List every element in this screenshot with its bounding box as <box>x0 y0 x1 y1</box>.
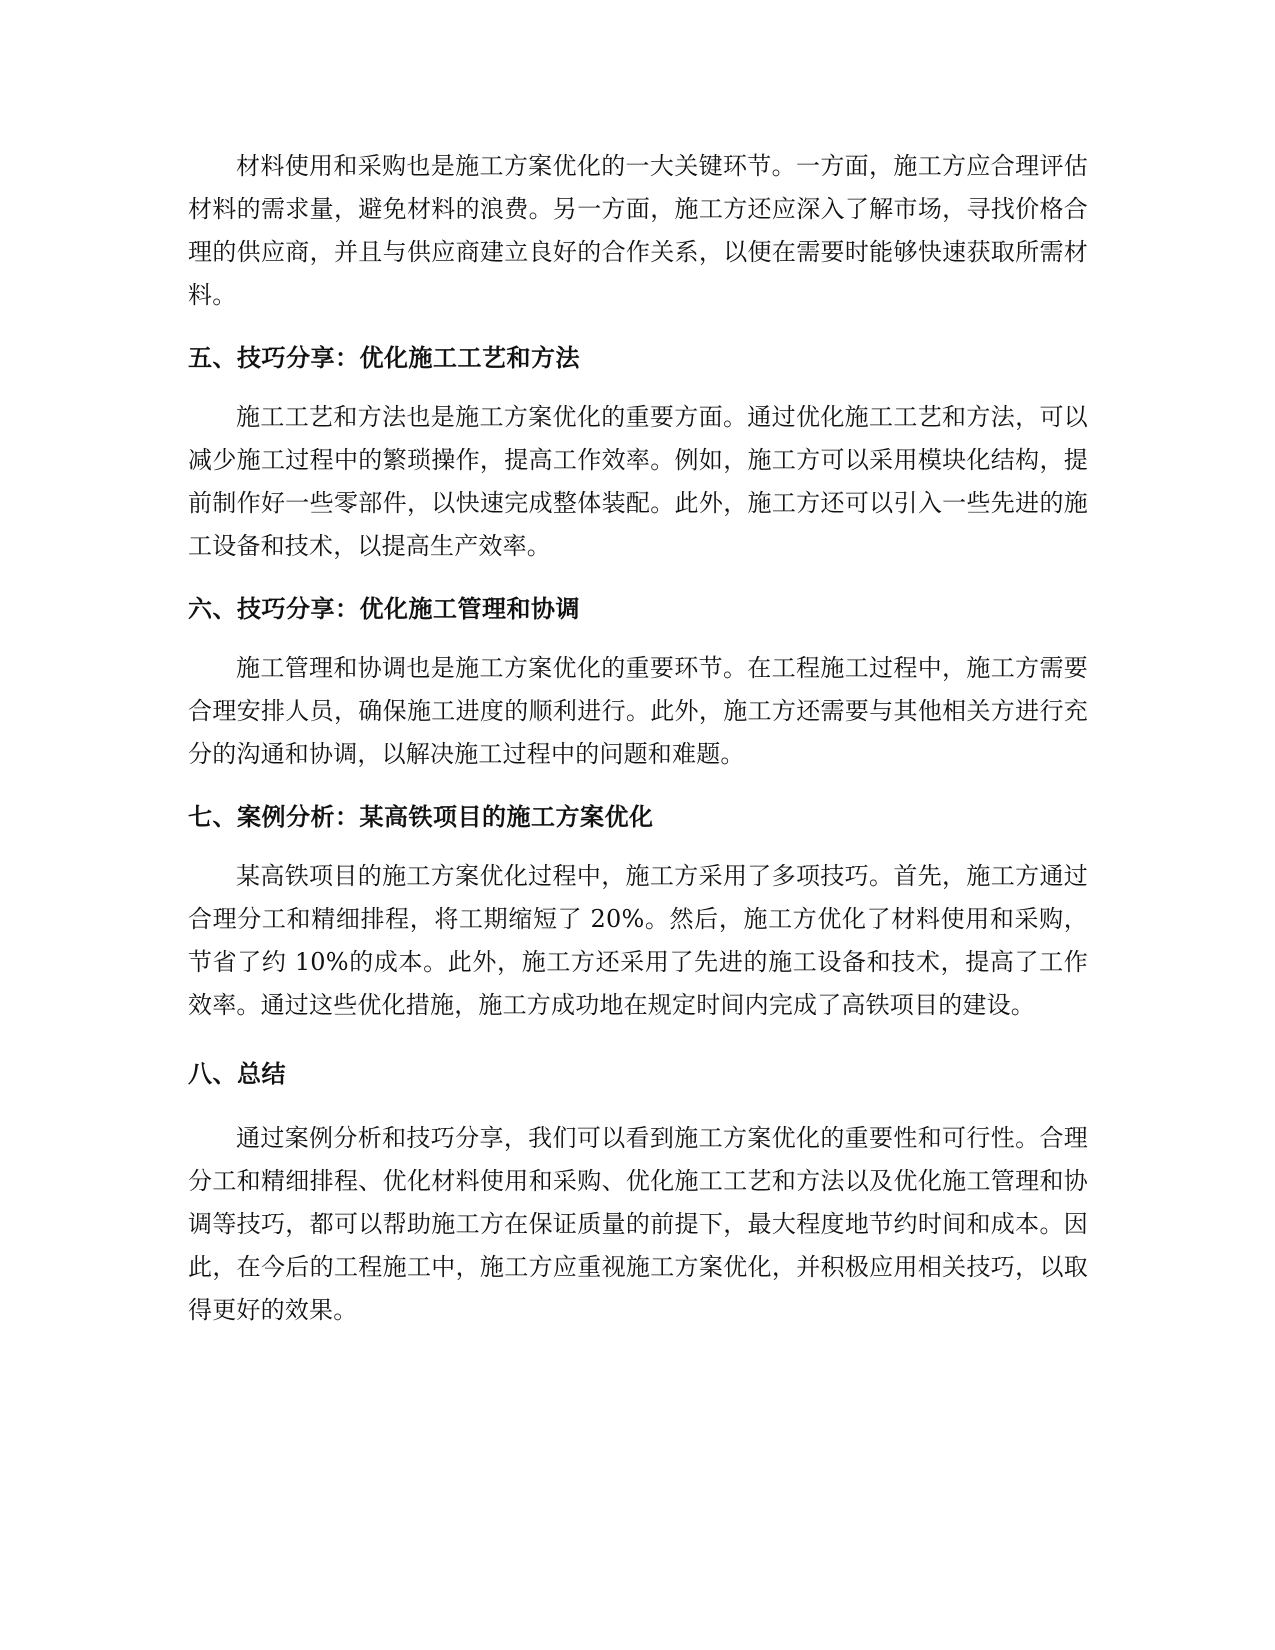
paragraph-case: 某高铁项目的施工方案优化过程中，施工方采用了多项技巧。首先，施工方通过合理分工和精细排程，将工期缩短了 20%。然后，施工方优化了材料使用和采购，节省了约 10%的成本。此外，施工方还采用了先进的施工设备和技术，提高了工作效率。通过这些优化措施，施工方成功地在规定时间内完成了高铁项目的建设。 <box>188 862 1088 1019</box>
document-body <box>188 145 1088 1332</box>
paragraph-summary: 通过案例分析和技巧分享，我们可以看到施工方案优化的重要性和可行性。合理分工和精细排程、优化材料使用和采购、优化施工工艺和方法以及优化施工管理和协调等技巧，都可以帮助施工方在保证质量的前提下，最大程度地节约时间和成本。因此，在今后的工程施工中，施工方应重视施工方案优化，并积极应用相关技巧，以取得更好的效果。 <box>188 1124 1088 1324</box>
paragraph-craft: 施工工艺和方法也是施工方案优化的重要方面。通过优化施工工艺和方法，可以减少施工过程中的繁琐操作，提高工作效率。例如，施工方可以采用模块化结构，提前制作好一些零部件，以快速完成整体装配。此外，施工方还可以引入一些先进的施工设备和技术，以提高生产效率。 <box>188 403 1088 560</box>
paragraph-materials: 材料使用和采购也是施工方案优化的一大关键环节。一方面，施工方应合理评估材料的需求量，避免材料的浪费。另一方面，施工方还应深入了解市场，寻找价格合理的供应商，并且与供应商建立良好的合作关系，以便在需要时能够快速获取所需材料。 <box>188 152 1088 309</box>
section-heading-5: 五、技巧分享：优化施工工艺和方法 <box>188 344 580 372</box>
section-heading-6: 六、技巧分享：优化施工管理和协调 <box>188 595 580 623</box>
section-heading-8: 八、总结 <box>188 1060 286 1088</box>
section-heading-7: 七、案例分析：某高铁项目的施工方案优化 <box>188 803 654 831</box>
paragraph-management: 施工管理和协调也是施工方案优化的重要环节。在工程施工过程中，施工方需要合理安排人员，确保施工进度的顺利进行。此外，施工方还需要与其他相关方进行充分的沟通和协调，以解决施工过程中的问题和难题。 <box>188 654 1088 768</box>
